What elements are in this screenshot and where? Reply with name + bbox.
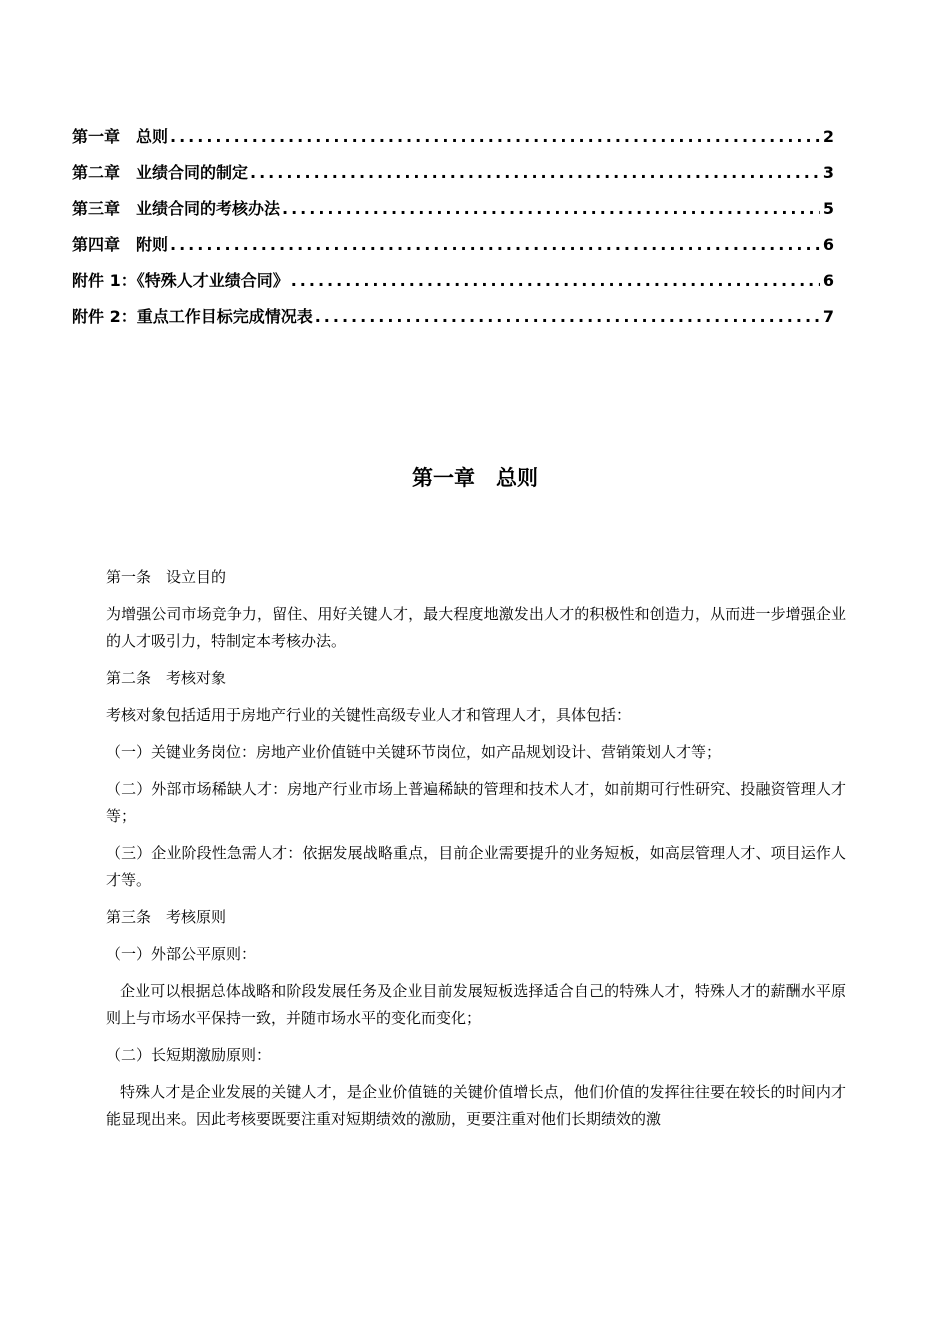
toc-leader-dots <box>250 160 820 186</box>
toc-entry[interactable] <box>72 124 834 160</box>
toc-leader-dots <box>282 196 820 222</box>
toc-entry[interactable] <box>72 232 834 268</box>
list-item: （三）企业阶段性急需人才：依据发展战略重点，目前企业需要提升的业务短板，如高层管理人才、项目运作人才等。 <box>106 844 846 889</box>
body-paragraph: 企业可以根据总体战略和阶段发展任务及企业目前发展短板选择适合自己的特殊人才，特殊人才的薪酬水平原则上与市场水平保持一致，并随市场水平的变化而变化； <box>106 982 846 1027</box>
toc-entry-page: 3 <box>822 163 834 182</box>
toc-entry-page: 6 <box>822 235 834 254</box>
toc-leader-dots <box>170 232 820 258</box>
toc-entry[interactable] <box>72 304 834 340</box>
toc-entry-page: 7 <box>822 307 834 326</box>
toc-entry[interactable] <box>72 268 834 304</box>
toc-leader-dots <box>291 268 820 294</box>
toc-entry-page: 6 <box>822 271 834 290</box>
chapter-body <box>106 564 846 1143</box>
list-item: （二）外部市场稀缺人才：房地产行业市场上普遍稀缺的管理和技术人才，如前期可行性研究、投融资管理人才等； <box>106 780 846 825</box>
body-paragraph: 考核对象包括适用于房地产行业的关键性高级专业人才和管理人才，具体包括： <box>106 706 632 724</box>
toc-entry-label: 附件 1：《特殊人才业绩合同》 <box>72 271 289 290</box>
table-of-contents <box>72 124 834 340</box>
toc-entry-label: 第二章 业绩合同的制定 <box>72 163 249 182</box>
article-heading: 第一条 设立目的 <box>106 568 227 586</box>
article-heading: 第二条 考核对象 <box>106 669 227 687</box>
toc-entry-label: 第四章 附则 <box>72 235 169 254</box>
body-paragraph: 特殊人才是企业发展的关键人才，是企业价值链的关键价值增长点，他们价值的发挥往往要在较长的时间内才能显现出来。因此考核要既要注重对短期绩效的激励，更要注重对他们长期绩效的激 <box>106 1083 846 1128</box>
sub-heading: （一）外部公平原则： <box>106 945 257 963</box>
toc-entry-page: 5 <box>822 199 834 218</box>
toc-leader-dots <box>170 124 820 150</box>
body-paragraph: 为增强公司市场竞争力，留住、用好关键人才，最大程度地激发出人才的积极性和创造力，从而进一步增强企业的人才吸引力，特制定本考核办法。 <box>106 605 846 650</box>
chapter-heading: 第一章 总则 <box>412 466 538 490</box>
toc-entry-label: 第三章 业绩合同的考核办法 <box>72 199 281 218</box>
toc-leader-dots <box>315 304 820 330</box>
sub-heading: （二）长短期激励原则： <box>106 1046 272 1064</box>
toc-entry-label: 附件 2：重点工作目标完成情况表 <box>72 307 313 326</box>
article-heading: 第三条 考核原则 <box>106 908 227 926</box>
toc-entry-page: 2 <box>822 127 834 146</box>
toc-entry[interactable] <box>72 196 834 232</box>
list-item: （一）关键业务岗位：房地产业价值链中关键环节岗位，如产品规划设计、营销策划人才等； <box>106 743 722 761</box>
toc-entry[interactable] <box>72 160 834 196</box>
toc-entry-label: 第一章 总则 <box>72 127 169 146</box>
